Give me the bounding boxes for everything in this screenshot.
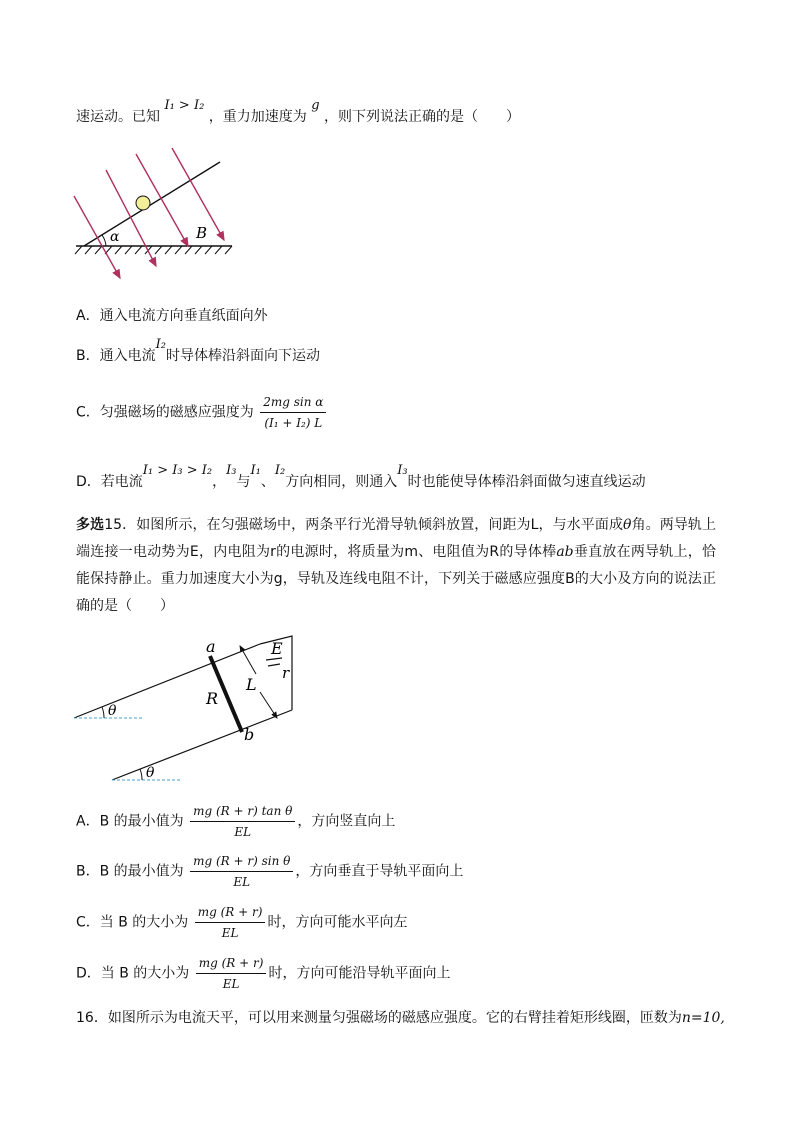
q14-option-d[interactable]: D．若电流I₁ > I₃ > I₂，I₃与I₁、I₂方向相同，则通入I₃时也能使导体棒沿斜面做匀速直线运动 bbox=[76, 463, 646, 490]
formula-15a: $\frac{\text{mg (R + r) tan θ}}{EL}$ bbox=[190, 803, 295, 840]
cond-i1-gt-i2: I₁ > I₂ bbox=[164, 98, 205, 113]
lower-rail bbox=[112, 710, 292, 780]
formula-15d: $\frac{mg (R + r)}{EL}$ bbox=[196, 955, 267, 992]
formula-15b: $\frac{\text{mg (R + r) sin θ}}{EL}$ bbox=[190, 853, 293, 890]
q14-option-b[interactable]: B．通入电流I₂时导体棒沿斜面向下运动 bbox=[76, 337, 320, 364]
q14-stem-tail: 速运动。已知 I₁ > I₂ ，重力加速度为 g ，则下列说法正确的是（ ） bbox=[76, 98, 520, 125]
rod-end-b: b bbox=[244, 725, 255, 744]
resistance-label: R bbox=[206, 689, 219, 708]
q15-stem: 多选15．如图所示，在匀强磁场中，两条平行光滑导轨倾斜放置，间距为L，与水平面成θ角。两导轨上端连接一电动势为E，内电阻为r的电源时，将质量为m、电阻值为R的导体棒ab垂直放在两导轨上，恰能保持静止。重力加速度大小为g，导轨及连线电阻不计，下列关于磁感应强度B的大小及方向的说法正确的是（ ） bbox=[76, 517, 717, 614]
b-field-label: B bbox=[196, 224, 208, 242]
emf-label: E bbox=[271, 639, 283, 658]
battery-symbol bbox=[266, 658, 282, 666]
q15-option-a[interactable]: A．B 的最小值为 $\frac{\text{mg (R + r) tan θ}}{EL}$ ，方向竖直向上 bbox=[76, 804, 396, 839]
q14-option-c[interactable]: C．匀强磁场的磁感应强度为 $\frac{\text{2mg sin α}}{\text{(I₁ + I₂) L}}$ bbox=[76, 394, 328, 431]
field-lines bbox=[74, 148, 224, 278]
alpha-arc bbox=[102, 235, 106, 246]
internal-r-label: r bbox=[282, 664, 290, 682]
q15-option-d[interactable]: D．当 B 的大小为 $\frac{mg (R + r)}{EL}$ 时，方向可能沿导轨平面向上 bbox=[76, 956, 451, 991]
g-symbol: g bbox=[311, 98, 320, 113]
q14-incline-figure bbox=[60, 140, 250, 290]
conductor-ball bbox=[136, 196, 150, 210]
theta-upper: θ bbox=[108, 703, 117, 719]
ground-line bbox=[75, 246, 232, 254]
q15-rail-figure bbox=[70, 632, 310, 792]
formula-c: $\frac{\text{2mg sin α}}{\text{(I₁ + I₂) L}}$ bbox=[260, 394, 326, 431]
q15-option-c[interactable]: C．当 B 的大小为 $\frac{mg (R + r)}{EL}$ 时，方向可能水平向左 bbox=[76, 905, 408, 940]
q14-option-a[interactable]: A．通入电流方向垂直纸面向外 bbox=[76, 308, 268, 324]
rod-end-a: a bbox=[206, 637, 216, 656]
theta-marks bbox=[74, 707, 182, 780]
q16-stem: 16．如图所示为电流天平，可以用来测量匀强磁场的磁感应强度。它的右臂挂着矩形线圈，匝数为n=10, bbox=[76, 1010, 725, 1026]
spacing-label: L bbox=[246, 675, 257, 694]
formula-15c: $\frac{mg (R + r)}{EL}$ bbox=[195, 904, 266, 941]
alpha-label: α bbox=[110, 229, 120, 245]
theta-lower: θ bbox=[146, 765, 155, 781]
q15-option-b[interactable]: B．B 的最小值为 $\frac{\text{mg (R + r) sin θ}}{EL}$ ，方向垂直于导轨平面向上 bbox=[76, 854, 464, 889]
